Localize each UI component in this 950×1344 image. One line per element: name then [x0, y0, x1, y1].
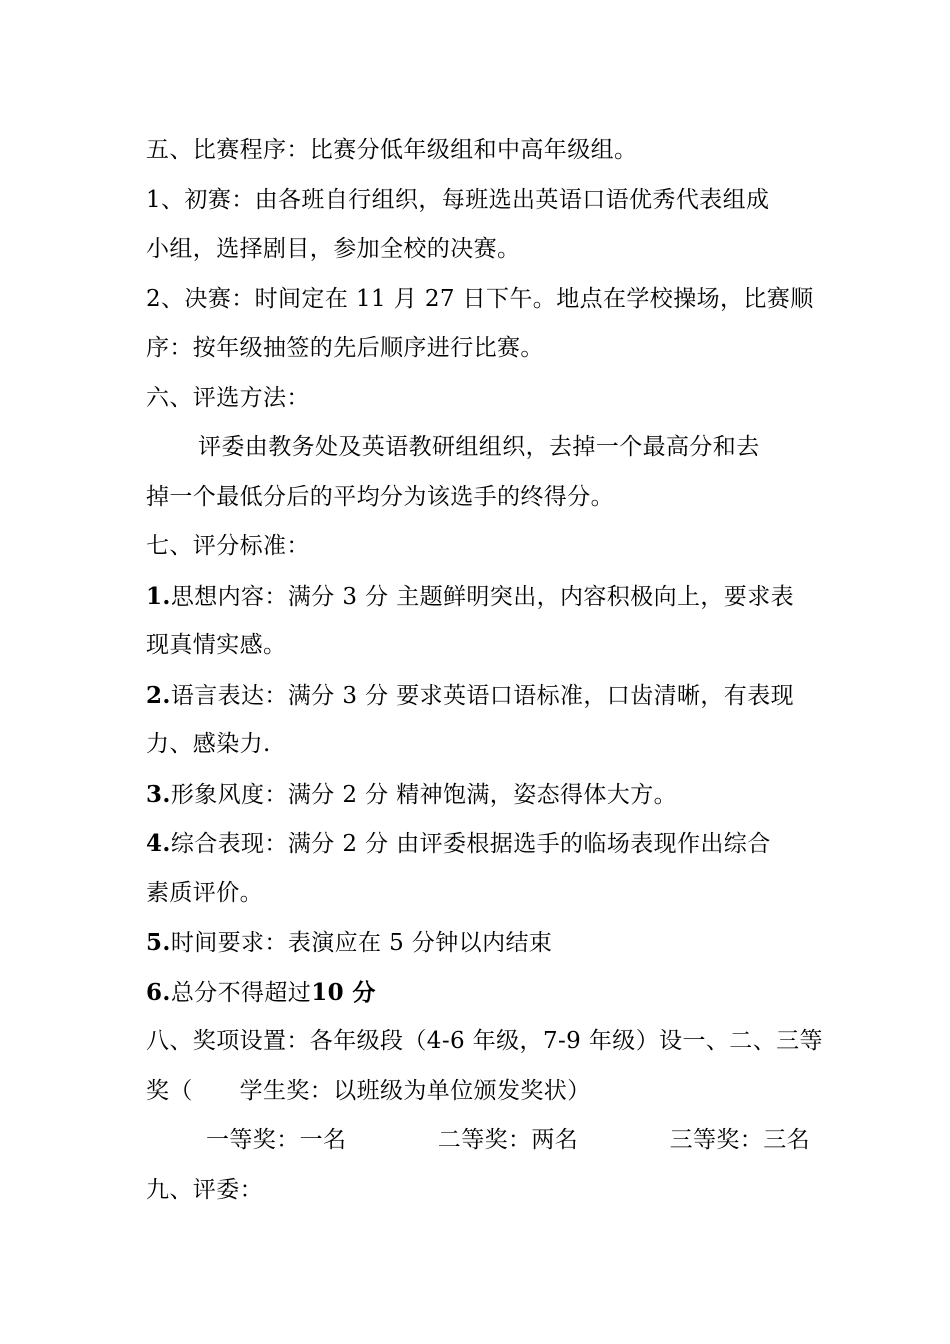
criterion-number: 5.: [146, 929, 171, 956]
criterion-title: 总分不得超过: [170, 979, 312, 1006]
award-first: 一等奖：一名: [206, 1127, 347, 1153]
preliminary-round-text-cont: 小组，选择剧目，参加全校的决赛。: [146, 236, 521, 262]
criterion-title: 形象风度: [170, 781, 265, 808]
criterion-3: [146, 770, 810, 820]
section-8-heading: 八、奖项设置：各年级段（4-6 年级，7-9 年级）设一、二、三等: [146, 1028, 823, 1054]
criterion-2-cont: 力、感染力.: [146, 731, 271, 757]
criterion-title: 时间要求: [170, 930, 265, 956]
section-6-heading: 六、评选方法：: [146, 384, 310, 411]
criterion-number: 4.: [146, 830, 171, 857]
award-third: 三等奖：三名: [669, 1127, 810, 1153]
criterion-4-cont: 素质评价。: [146, 879, 263, 906]
criterion-text: ：满分 2 分 精神饱满，姿态得体大方。: [264, 781, 677, 808]
criterion-5: [146, 918, 810, 968]
criterion-title: 综合表现: [170, 831, 265, 857]
criterion-6: [146, 968, 810, 1018]
criterion-1-cont: 现真情实感。: [146, 632, 287, 658]
criterion-text: ：表演应在 5 分钟以内结束: [264, 930, 553, 956]
criterion-text: 10 分: [311, 978, 376, 1006]
criterion-title: 语言表达: [170, 682, 265, 709]
criterion-2: [146, 671, 810, 721]
selection-method-text-cont: 掉一个最低分后的平均分为该选手的终得分。: [146, 483, 614, 510]
criterion-text: ：满分 3 分 要求英语口语标准，口齿清晰，有表现: [264, 682, 794, 709]
final-round-text: 2、决赛：时间定在 11 月 27 日下午。地点在学校操场，比赛顺: [146, 285, 814, 312]
section-7-heading: 七、评分标准：: [146, 533, 310, 559]
criterion-number: 1.: [146, 582, 171, 610]
criterion-number: 6.: [146, 978, 171, 1006]
section-5-heading: 五、比赛程序：比赛分低年级组和中高年级组。: [146, 137, 638, 163]
preliminary-round-text: 1、初赛：由各班自行组织，每班选出英语口语优秀代表组成: [146, 186, 770, 213]
criterion-number: 2.: [146, 681, 171, 709]
section-9-heading: 九、评委：: [146, 1176, 263, 1203]
criterion-text: ：满分 2 分 由评委根据选手的临场表现作出综合: [264, 831, 771, 857]
award-second: 二等奖：两名: [437, 1127, 579, 1153]
award-list: [146, 1116, 810, 1166]
criterion-number: 3.: [146, 780, 171, 808]
criterion-1: [146, 572, 810, 622]
criterion-4: [146, 819, 810, 869]
final-round-text-cont: 序：按年级抽签的先后顺序进行比赛。: [146, 335, 544, 361]
selection-method-text: 评委由教务处及英语教研组组织，去掉一个最高分和去: [198, 434, 760, 460]
criterion-text: ：满分 3 分 主题鲜明突出，内容积极向上，要求表: [264, 583, 794, 610]
criterion-title: 思想内容: [170, 583, 265, 610]
document-page: [146, 126, 823, 1215]
section-8-heading-cont: 奖（ 学生奖：以班级为单位颁发奖状）: [146, 1077, 591, 1104]
